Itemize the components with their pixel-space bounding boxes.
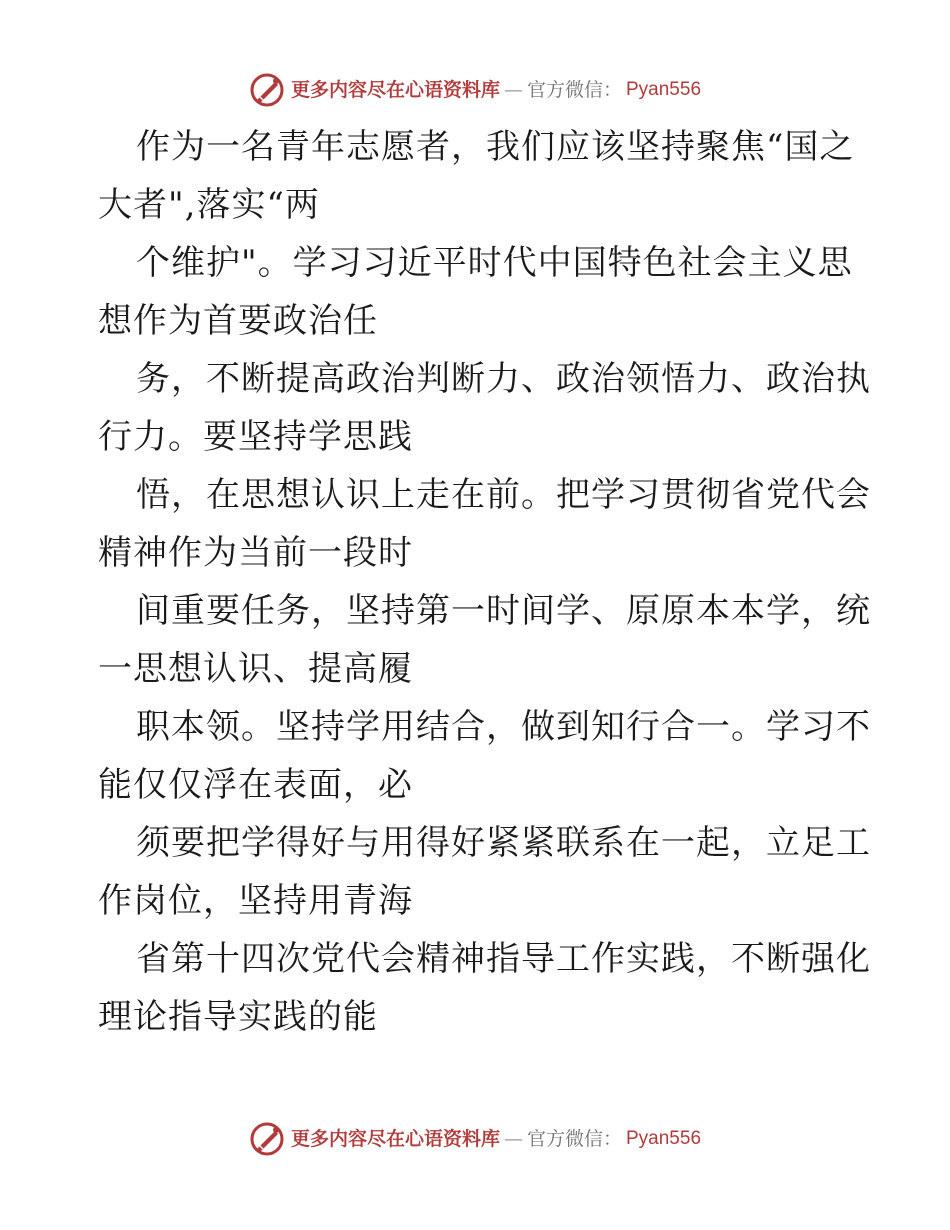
body-line: 想作为首要政治任: [98, 301, 378, 341]
header-banner: [0, 70, 950, 110]
footer-banner: [0, 1119, 950, 1159]
header-separator: —: [503, 79, 523, 101]
body-line: 省第十四次党代会精神指导工作实践，不断强化: [136, 939, 871, 979]
document-body: [98, 118, 871, 1046]
body-line: 一思想认识、提高履: [98, 649, 413, 689]
header-wechat-label: 官方微信：: [526, 79, 622, 101]
quill-pen-circle-icon: [249, 72, 285, 108]
body-line: 职本领。坚持学用结合，做到知行合一。学习不: [136, 707, 871, 747]
body-line: 作为一名青年志愿者，我们应该坚持聚焦“国之: [136, 127, 855, 167]
footer-wechat-id: Pyan556: [626, 1128, 702, 1149]
header-wechat-id: Pyan556: [626, 79, 702, 100]
body-line: 行力。要坚持学思践: [98, 417, 413, 457]
footer-brand-text: 更多内容尽在心语资料库: [290, 1128, 500, 1150]
body-line: 间重要任务，坚持第一时间学、原原本本学，统: [136, 591, 871, 631]
body-line: 理论指导实践的能: [98, 997, 378, 1037]
body-line: 大者",落实“两: [98, 185, 320, 225]
body-line: 须要把学得好与用得好紧紧联系在一起，立足工: [136, 823, 871, 863]
body-line: 作岗位，坚持用青海: [98, 881, 413, 921]
header-brand-text: 更多内容尽在心语资料库: [290, 79, 500, 101]
footer-separator: —: [503, 1128, 523, 1150]
body-line: 悟，在思想认识上走在前。把学习贯彻省党代会: [136, 475, 871, 515]
body-line: 务，不断提高政治判断力、政治领悟力、政治执: [136, 359, 871, 399]
quill-pen-circle-icon: [249, 1121, 285, 1157]
body-line: 个维护"。学习习近平时代中国特色社会主义思: [136, 243, 853, 283]
body-line: 精神作为当前一段时: [98, 533, 413, 573]
body-line: 能仅仅浮在表面，必: [98, 765, 413, 805]
footer-wechat-label: 官方微信：: [526, 1128, 622, 1150]
